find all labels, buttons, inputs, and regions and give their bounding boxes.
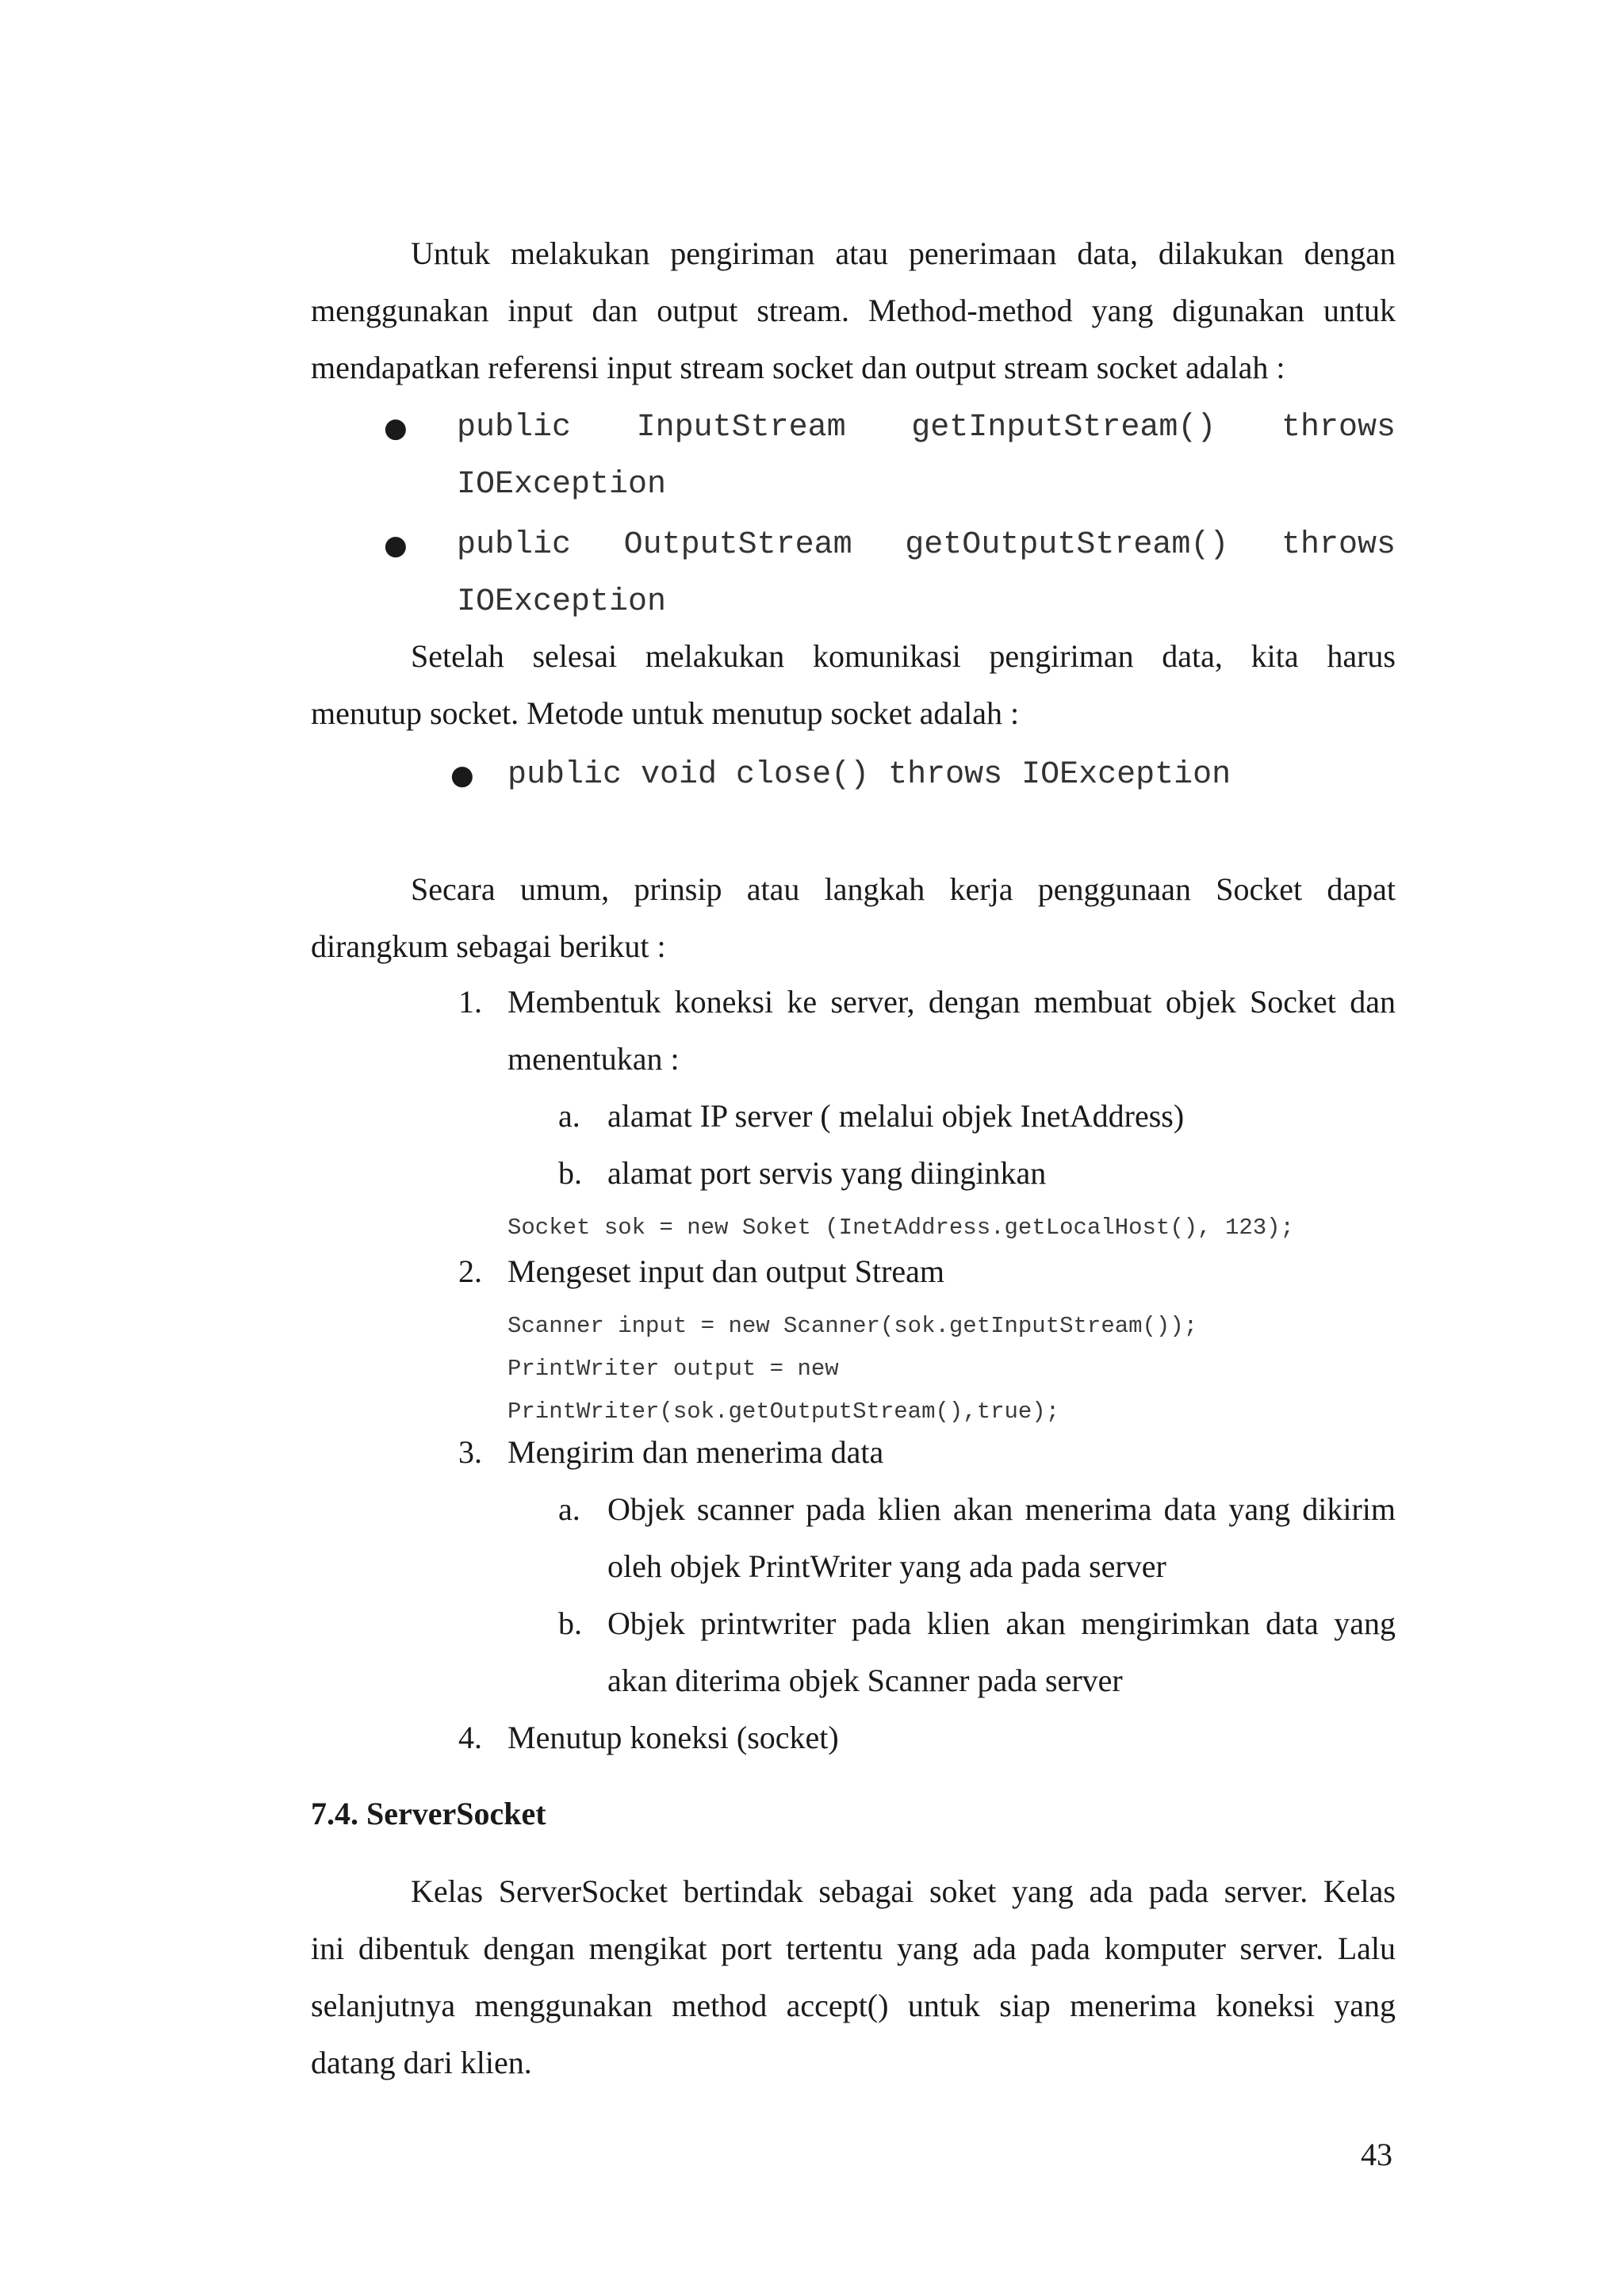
list-item-text: Membentuk koneksi ke server, dengan membuat objek Socket dan <box>508 984 1396 1020</box>
paragraph-line: ini dibentuk dengan mengikat port tertentu yang ada pada komputer server. Lalu <box>311 1931 1396 1966</box>
paragraph-line: Kelas ServerSocket bertindak sebagai soket yang ada pada server. Kelas <box>411 1873 1396 1909</box>
list-marker: a. <box>558 1491 580 1527</box>
list-number: 4. <box>458 1720 482 1755</box>
list-item-text: alamat IP server ( melalui objek InetAddress) <box>607 1098 1185 1134</box>
list-item-text: Mengirim dan menerima data <box>508 1434 884 1470</box>
list-number: 1. <box>458 984 482 1020</box>
list-item-step-3a <box>558 1481 1396 1595</box>
bullet-icon: ● <box>384 412 408 444</box>
list-marker: b. <box>558 1605 582 1641</box>
bullet-close-method <box>450 747 1396 804</box>
list-item-text: menentukan : <box>508 1041 680 1077</box>
list-number: 2. <box>458 1253 482 1289</box>
method-signature: public void close() throws IOException <box>508 757 1231 793</box>
list-item-step-1a <box>558 1088 1396 1145</box>
list-item-step-1b <box>558 1145 1396 1202</box>
paragraph-line: dirangkum sebagai berikut : <box>311 928 666 964</box>
bullet-icon: ● <box>384 530 408 561</box>
list-item-text: Objek scanner pada klien akan menerima data yang dikirim <box>607 1491 1396 1527</box>
list-item-step-3b <box>558 1595 1396 1709</box>
paragraph-streams <box>311 225 1396 396</box>
paragraph-close-socket <box>311 628 1396 742</box>
list-marker: a. <box>558 1098 580 1134</box>
paragraph-serversocket <box>311 1863 1396 2091</box>
list-item-step-3 <box>458 1424 1396 1481</box>
list-item-text: akan diterima objek Scanner pada server <box>607 1663 1123 1698</box>
method-signature <box>346 517 1396 574</box>
bullet-get-input-stream <box>384 400 1396 514</box>
list-number: 3. <box>458 1434 482 1470</box>
section-heading: 7.4. ServerSocket <box>311 1796 546 1831</box>
list-item-step-1 <box>458 974 1396 1088</box>
paragraph-line: menggunakan input dan output stream. Method-method yang digunakan untuk <box>311 293 1396 328</box>
method-signature <box>346 400 1396 457</box>
list-item-text: oleh objek PrintWriter yang ada pada server <box>607 1548 1166 1584</box>
list-marker: b. <box>558 1155 582 1191</box>
page-number: 43 <box>1361 2137 1392 2172</box>
code-snippet: PrintWriter(sok.getOutputStream(),true); <box>508 1399 1060 1425</box>
method-line: public InputStream getInputStream() throws <box>457 410 1396 446</box>
list-item-text: Mengeset input dan output Stream <box>508 1253 945 1289</box>
paragraph-line: selanjutnya menggunakan method accept() untuk siap menerima koneksi yang <box>311 1988 1396 2023</box>
paragraph-line: Setelah selesai melakukan komunikasi pengiriman data, kita harus <box>411 638 1396 674</box>
list-item-text: Menutup koneksi (socket) <box>508 1720 839 1755</box>
paragraph-line: menutup socket. Metode untuk menutup socket adalah : <box>311 695 1020 731</box>
paragraph-line: datang dari klien. <box>311 2045 532 2080</box>
list-item-step-4 <box>458 1709 1396 1766</box>
paragraph-line: mendapatkan referensi input stream socket dan output stream socket adalah : <box>311 350 1285 385</box>
list-item-text: Objek printwriter pada klien akan mengirimkan data yang <box>607 1605 1396 1641</box>
method-line: public OutputStream getOutputStream() throws <box>457 527 1396 563</box>
list-item-step-2 <box>458 1243 1396 1300</box>
list-item-text: alamat port servis yang diinginkan <box>607 1155 1047 1191</box>
code-snippet: Scanner input = new Scanner(sok.getInputStream()); <box>508 1313 1198 1339</box>
method-line: IOException <box>457 467 667 503</box>
code-snippet: Socket sok = new Soket (InetAddress.getLocalHost(), 123); <box>508 1215 1294 1241</box>
paragraph-line: Secara umum, prinsip atau langkah kerja penggunaan Socket dapat <box>411 871 1396 907</box>
code-snippet: PrintWriter output = new <box>508 1356 839 1382</box>
bullet-get-output-stream <box>384 517 1396 631</box>
paragraph-line: Untuk melakukan pengiriman atau penerimaan data, dilakukan dengan <box>411 235 1396 271</box>
paragraph-principles <box>311 861 1396 975</box>
bullet-icon: ● <box>450 760 474 791</box>
method-line: IOException <box>457 584 667 620</box>
